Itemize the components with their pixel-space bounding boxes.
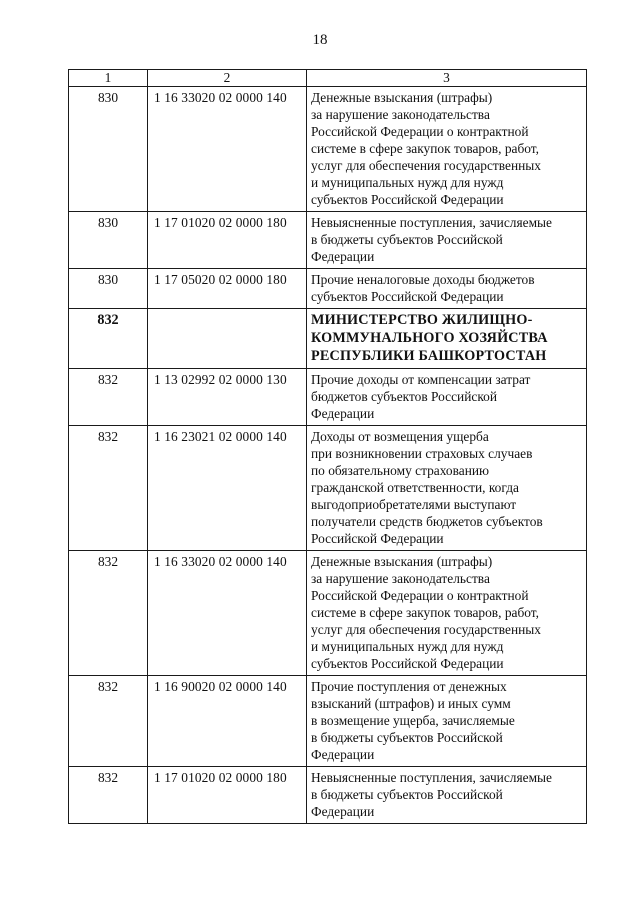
revenue-name-line: в возмещение ущерба, зачисляемые <box>311 713 515 728</box>
revenue-code-table <box>68 69 587 824</box>
revenue-name-line: при возникновении страховых случаев <box>311 446 533 461</box>
table-row <box>69 309 587 369</box>
revenue-name-line: Федерации <box>311 406 375 421</box>
table-row <box>69 269 587 309</box>
revenue-name-line: получатели средств бюджетов субъектов <box>311 514 543 529</box>
revenue-name-line: Денежные взыскания (штрафы) <box>311 554 493 569</box>
revenue-name-line: по обязательному страхованию <box>311 463 490 478</box>
agency-code-cell: 832 <box>69 676 148 767</box>
revenue-name-line: Российской Федерации <box>311 531 444 546</box>
revenue-code-cell: 1 17 01020 02 0000 180 <box>148 767 307 824</box>
table-row <box>69 212 587 269</box>
agency-code-cell: 832 <box>69 369 148 426</box>
agency-code-cell: 830 <box>69 212 148 269</box>
revenue-name-line: Российской Федерации о контрактной <box>311 588 529 603</box>
agency-code-cell: 830 <box>69 269 148 309</box>
column-header-2: 2 <box>148 70 307 87</box>
revenue-name-line: Невыясненные поступления, зачисляемые <box>311 770 552 785</box>
revenue-name-cell <box>307 87 587 212</box>
revenue-name-line: системе в сфере закупок товаров, работ, <box>311 141 539 156</box>
revenue-name-line: за нарушение законодательства <box>311 571 490 586</box>
revenue-name-line: услуг для обеспечения государственных <box>311 158 541 173</box>
agency-code-cell: 832 <box>69 551 148 676</box>
revenue-name-line: Прочие поступления от денежных <box>311 679 507 694</box>
revenue-name-line: за нарушение законодательства <box>311 107 490 122</box>
revenue-name-line: гражданской ответственности, когда <box>311 480 519 495</box>
revenue-name-line: в бюджеты субъектов Российской <box>311 787 503 802</box>
table-row <box>69 767 587 824</box>
revenue-code-cell: 1 17 01020 02 0000 180 <box>148 212 307 269</box>
revenue-name-line: выгодоприобретателями выступают <box>311 497 517 512</box>
revenue-code-cell <box>148 309 307 369</box>
revenue-name-cell <box>307 676 587 767</box>
table-body <box>69 87 587 824</box>
revenue-name-cell <box>307 269 587 309</box>
revenue-name-line: субъектов Российской Федерации <box>311 192 504 207</box>
revenue-name-line: Федерации <box>311 804 375 819</box>
agency-code-cell: 832 <box>69 309 148 369</box>
revenue-code-cell: 1 17 05020 02 0000 180 <box>148 269 307 309</box>
revenue-name-line: МИНИСТЕРСТВО ЖИЛИЩНО- <box>311 312 533 328</box>
revenue-name-line: Российской Федерации о контрактной <box>311 124 529 139</box>
revenue-name-line: Федерации <box>311 747 375 762</box>
revenue-code-cell: 1 16 33020 02 0000 140 <box>148 87 307 212</box>
revenue-name-line: Прочие неналоговые доходы бюджетов <box>311 272 535 287</box>
revenue-code-cell: 1 16 90020 02 0000 140 <box>148 676 307 767</box>
revenue-name-line: услуг для обеспечения государственных <box>311 622 541 637</box>
revenue-name-line: РЕСПУБЛИКИ БАШКОРТОСТАН <box>311 348 547 364</box>
agency-code-cell: 830 <box>69 87 148 212</box>
revenue-name-line: Прочие доходы от компенсации затрат <box>311 372 531 387</box>
revenue-name-cell <box>307 309 587 369</box>
revenue-code-cell: 1 16 23021 02 0000 140 <box>148 426 307 551</box>
column-header-1: 1 <box>69 70 148 87</box>
revenue-name-line: КОММУНАЛЬНОГО ХОЗЯЙСТВА <box>311 330 548 346</box>
revenue-code-cell: 1 16 33020 02 0000 140 <box>148 551 307 676</box>
revenue-name-line: системе в сфере закупок товаров, работ, <box>311 605 539 620</box>
revenue-name-cell <box>307 767 587 824</box>
revenue-name-line: субъектов Российской Федерации <box>311 289 504 304</box>
table-header-row <box>69 70 587 87</box>
revenue-name-line: взысканий (штрафов) и иных сумм <box>311 696 511 711</box>
page-number: 18 <box>312 32 328 48</box>
revenue-name-line: бюджетов субъектов Российской <box>311 389 498 404</box>
revenue-name-line: Невыясненные поступления, зачисляемые <box>311 215 552 230</box>
revenue-name-line: Денежные взыскания (штрафы) <box>311 90 493 105</box>
table-row <box>69 369 587 426</box>
revenue-name-line: и муниципальных нужд для нужд <box>311 175 504 190</box>
revenue-name-line: в бюджеты субъектов Российской <box>311 232 503 247</box>
column-header-3: 3 <box>307 70 587 87</box>
revenue-name-cell <box>307 551 587 676</box>
revenue-name-cell <box>307 426 587 551</box>
revenue-name-line: и муниципальных нужд для нужд <box>311 639 504 654</box>
revenue-code-cell: 1 13 02992 02 0000 130 <box>148 369 307 426</box>
revenue-name-line: Федерации <box>311 249 375 264</box>
table-row <box>69 551 587 676</box>
revenue-name-line: в бюджеты субъектов Российской <box>311 730 503 745</box>
revenue-name-line: субъектов Российской Федерации <box>311 656 504 671</box>
agency-code-cell: 832 <box>69 767 148 824</box>
revenue-name-line: Доходы от возмещения ущерба <box>311 429 489 444</box>
agency-code-cell: 832 <box>69 426 148 551</box>
revenue-name-cell <box>307 212 587 269</box>
table-row <box>69 676 587 767</box>
table-row <box>69 426 587 551</box>
revenue-name-cell <box>307 369 587 426</box>
table-row <box>69 87 587 212</box>
